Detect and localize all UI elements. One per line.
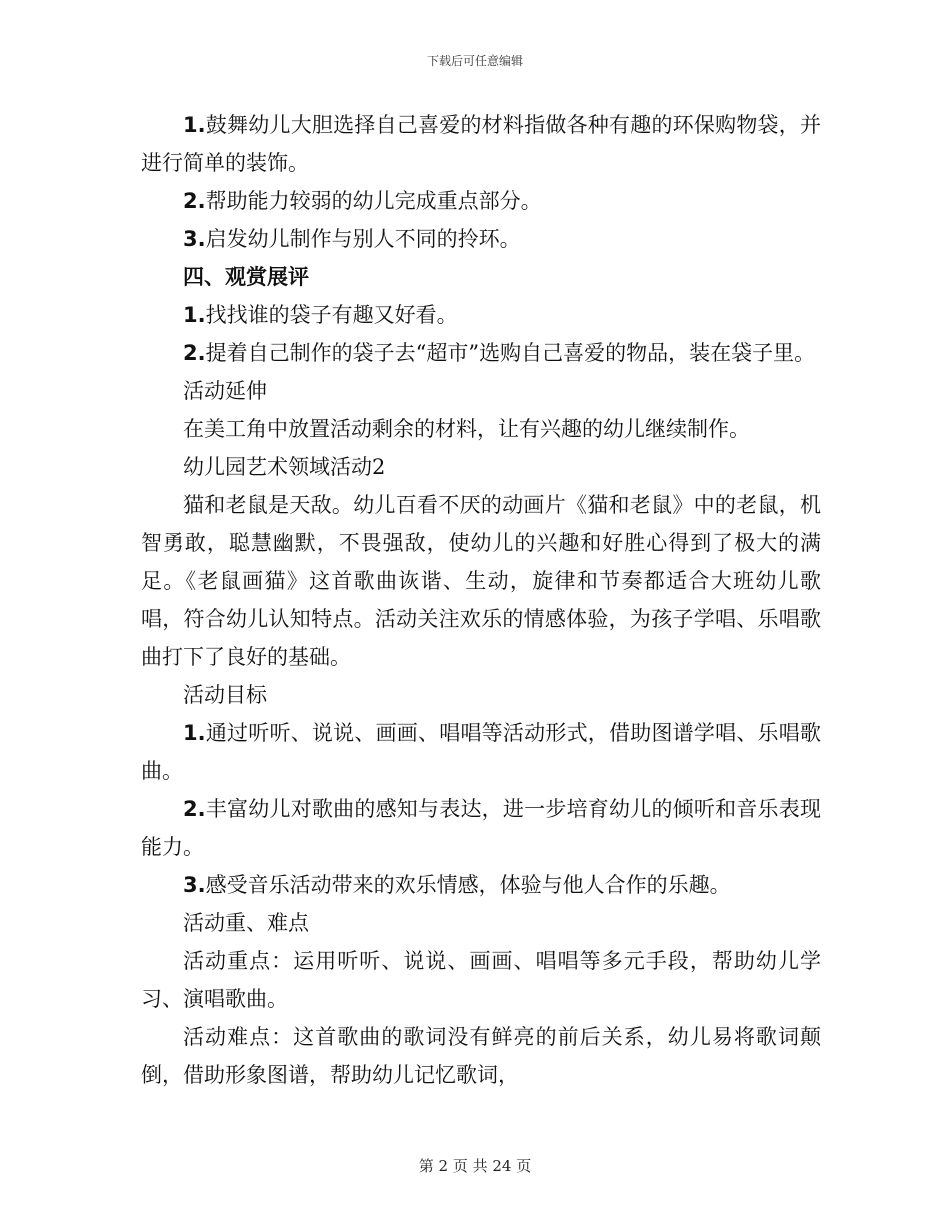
paragraph-text: 找找谁的袋子有趣又好看。 [205,303,458,327]
document-body [141,106,821,1094]
paragraph-text: 感受音乐活动带来的欢乐情感，体验与他人合作的乐趣。 [205,873,731,897]
paragraph [141,106,821,182]
paragraph-text: 活动目标 [183,683,267,707]
paragraph-text: 活动难点：这首歌曲的歌词没有鲜亮的前后关系，幼儿易将歌词颠倒，借助形象图谱，帮助幼儿记忆歌词， [141,1025,821,1087]
paragraph [141,790,821,866]
paragraph [141,296,821,334]
paragraph [141,714,821,790]
paragraph [141,866,821,904]
paragraph [141,1018,821,1094]
paragraph [141,942,821,1018]
paragraph [141,410,821,448]
paragraph-text: 活动延伸 [183,379,267,403]
list-number: 1. [183,113,206,137]
section-heading [141,258,821,296]
list-number: 1. [183,303,206,327]
subheading [141,904,821,942]
paragraph-text: 猫和老鼠是天敌。幼儿百看不厌的动画片《猫和老鼠》中的老鼠，机智勇敢，聪慧幽默，不畏强敌，使幼儿的兴趣和好胜心得到了极大的满足。《老鼠画猫》这首歌曲诙谐、生动，旋律和节奏都适合大班幼儿歌唱，符合幼儿认知特点。活动关注欢乐的情感体验，为孩子学唱、乐唱歌曲打下了良好的基础。 [141,493,821,669]
list-number: 3. [183,873,206,897]
heading-text: 四、观赏展评 [183,264,309,289]
paragraph [141,182,821,220]
list-number: 2. [183,341,206,365]
list-number: 1. [183,721,206,745]
paragraph-text: 活动重、难点 [183,911,309,935]
list-number: 3. [183,227,206,251]
paragraph-text: 帮助能力较弱的幼儿完成重点部分。 [205,189,542,213]
paragraph [141,334,821,372]
list-number: 2. [183,797,206,821]
activity-title [141,448,821,486]
paragraph-text: 提着自己制作的袋子去“超市”选购自己喜爱的物品，装在袋子里。 [205,341,816,365]
subheading [141,372,821,410]
paragraph-text: 鼓舞幼儿大胆选择自己喜爱的材料指做各种有趣的环保购物袋，并进行简单的装饰。 [141,113,821,175]
paragraph-text: 幼儿园艺术领域活动2 [183,455,386,479]
paragraph [141,486,821,676]
paragraph-text: 丰富幼儿对歌曲的感知与表达，进一步培育幼儿的倾听和音乐表现能力。 [141,797,821,859]
paragraph-text: 在美工角中放置活动剩余的材料，让有兴趣的幼儿继续制作。 [183,417,750,441]
paragraph-text: 活动重点：运用听听、说说、画画、唱唱等多元手段，帮助幼儿学习、演唱歌曲。 [141,949,821,1011]
subheading [141,676,821,714]
page-header: 下载后可任意编辑 [426,54,523,68]
paragraph [141,220,821,258]
paragraph-text: 启发幼儿制作与别人不同的拎环。 [205,227,521,251]
page-footer: 第 2 页 共 24 页 [418,1157,532,1175]
paragraph-text: 通过听听、说说、画画、唱唱等活动形式，借助图谱学唱、乐唱歌曲。 [141,721,821,783]
list-number: 2. [183,189,206,213]
